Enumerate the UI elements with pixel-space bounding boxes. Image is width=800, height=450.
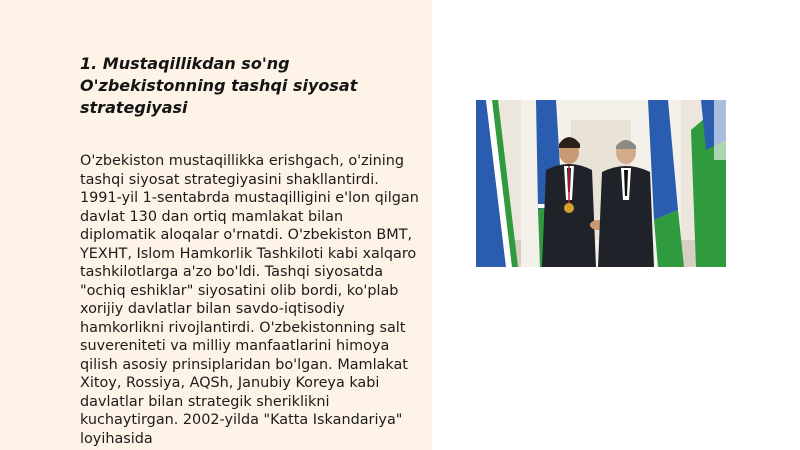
slide-heading: 1. Mustaqillikdan so'ng O'zbekistonning tashqi siyosat strategiyasi [80,54,358,117]
award-ceremony-photo [476,100,726,267]
slide-body-text: O'zbekiston mustaqillikka erishgach, o'zining tashqi siyosat strategiyasini shakllantirdi. 1991-yil 1-sentabrda mustaqilligini e'lon qilgan davlat 130 dan ortiq mamlakat bilan diplomatik aloqalar o'rnatdi. O'zbekiston BMT, YEXHT, Islom Hamkorlik Tashkiloti kabi xalqaro tashkilotlarga a'zo bo'ldi. Tashqi siyosatda "ochiq eshiklar" siyosatini olib bordi, ko'plab xorijiy davlatlar bilan savdo-iqtisodiy hamkorlikni rivojlantirdi. O'zbekistonning salt suvereniteti va milliy manfaatlarini himoya qilish asosiy prinsiplaridan bo'lgan. Mamlakat Xitoy, Rossiya, AQSh, Janubiy Koreya kabi davlatlar bilan strategik sheriklikni kuchaytirgan. 2002-yilda "Katta Iskandariya" loyihasida [80,153,419,447]
